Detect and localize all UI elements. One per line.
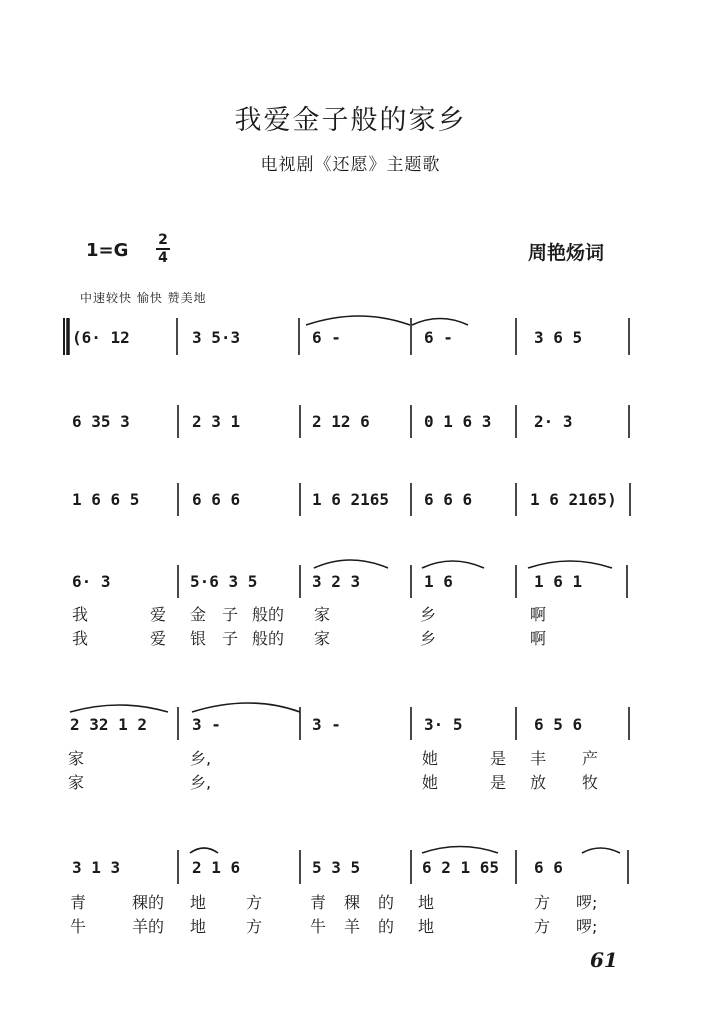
lyric-syllable: 般的 <box>252 605 285 624</box>
lyric-syllable: 青 <box>70 893 87 912</box>
system-2-measure-2: 2 3 1 <box>192 412 241 431</box>
system-1-measure-2: 3 5·3 <box>192 328 241 347</box>
system-6-measure-3: 5 3 5 <box>312 858 361 877</box>
lyric-syllable: 地 <box>418 917 435 936</box>
system-5-measure-2: 3 - <box>192 715 221 734</box>
lyric-syllable: 般的 <box>252 629 285 648</box>
system-3-measure-1: 1 6 6 5 <box>72 490 140 509</box>
lyric-syllable: 方 <box>534 893 551 912</box>
system-6-measure-4: 6 2 1 65 <box>422 858 500 877</box>
system-3-measure-3: 1 6 2165 <box>312 490 390 509</box>
lyric-syllable: 乡 <box>420 605 437 624</box>
system-6-measure-5: 6 6 <box>534 858 563 877</box>
lyric-syllable: 爱 <box>150 629 167 648</box>
lyric-syllable: 我 <box>72 629 89 648</box>
lyric-syllable: 家 <box>314 629 331 648</box>
system-2-measure-1: 6 35 3 <box>72 412 130 431</box>
lyric-syllable: 她 <box>422 773 439 792</box>
system-1-measure-1: (6· 12 <box>72 328 130 347</box>
lyric-syllable: 丰 <box>530 749 547 768</box>
system-5-measure-4: 3· 5 <box>424 715 463 734</box>
lyric-syllable: 青 <box>310 893 327 912</box>
lyric-syllable: 稞的 <box>132 893 165 912</box>
lyric-syllable: 爱 <box>150 605 167 624</box>
lyric-syllable: 是 <box>490 749 507 768</box>
system-2-measure-4: 0 1 6 3 <box>424 412 492 431</box>
system-6-measure-1: 3 1 3 <box>72 858 121 877</box>
lyric-syllable: 金 <box>190 605 207 624</box>
system-3-measure-4: 6 6 6 <box>424 490 473 509</box>
lyric-syllable: 乡 <box>420 629 437 648</box>
lyric-syllable: 家 <box>68 773 85 792</box>
lyric-syllable: 牧 <box>582 773 599 792</box>
lyric-syllable: 乡, <box>190 749 212 768</box>
key-signature: 1=G <box>86 240 129 261</box>
time-signature-top: 2 <box>158 232 168 248</box>
lyric-syllable: 产 <box>582 749 599 768</box>
system-3-measure-5: 1 6 2165) <box>530 490 617 509</box>
lyric-syllable: 方 <box>246 917 263 936</box>
lyric-syllable: 地 <box>190 893 207 912</box>
system-5-measure-3: 3 - <box>312 715 341 734</box>
lyric-syllable: 牛 <box>70 917 87 936</box>
song-title: 我爱金子般的家乡 <box>234 105 467 136</box>
lyric-syllable: 方 <box>534 917 551 936</box>
lyric-syllable: 她 <box>422 749 439 768</box>
lyric-syllable: 的 <box>378 917 395 936</box>
lyric-syllable: 羊 <box>344 917 361 936</box>
lyric-syllable: 啰; <box>576 893 598 912</box>
system-4-measure-3: 3 2 3 <box>312 572 361 591</box>
system-3-measure-2: 6 6 6 <box>192 490 241 509</box>
system-4-measure-2: 5·6 3 5 <box>190 572 258 591</box>
system-1-measure-4: 6 - <box>424 328 453 347</box>
lyric-syllable: 家 <box>68 749 85 768</box>
system-4-measure-1: 6· 3 <box>72 572 111 591</box>
lyric-syllable: 羊的 <box>132 917 165 936</box>
lyric-syllable: 地 <box>418 893 435 912</box>
song-subtitle: 电视剧《还愿》主题歌 <box>260 155 441 175</box>
system-5-measure-5: 6 5 6 <box>534 715 583 734</box>
system-2-measure-3: 2 12 6 <box>312 412 370 431</box>
lyric-syllable: 家 <box>314 605 331 624</box>
page-number: 61 <box>590 948 618 972</box>
lyric-syllable: 是 <box>490 773 507 792</box>
system-1-measure-5: 3 6 5 <box>534 328 583 347</box>
lyric-syllable: 放 <box>530 773 547 792</box>
lyricist-credit: 周艳炀词 <box>528 242 605 264</box>
lyric-syllable: 子 <box>222 629 239 648</box>
lyric-syllable: 方 <box>246 893 263 912</box>
lyric-syllable: 我 <box>72 605 89 624</box>
system-4-measure-4: 1 6 <box>424 572 453 591</box>
system-5-measure-1: 2 32 1 2 <box>70 715 148 734</box>
lyric-syllable: 啰; <box>576 917 598 936</box>
system-4-measure-5: 1 6 1 <box>534 572 583 591</box>
lyric-syllable: 牛 <box>310 917 327 936</box>
time-signature-bottom: 4 <box>158 250 168 266</box>
system-6-measure-2: 2 1 6 <box>192 858 241 877</box>
lyric-syllable: 银 <box>190 629 207 648</box>
lyric-syllable: 的 <box>378 893 395 912</box>
lyric-syllable: 啊 <box>530 605 547 624</box>
tempo-marking: 中速较快 愉快 赞美地 <box>80 291 207 305</box>
lyric-syllable: 子 <box>222 605 239 624</box>
lyric-syllable: 啊 <box>530 629 547 648</box>
lyric-syllable: 地 <box>190 917 207 936</box>
lyric-syllable: 稞 <box>344 893 361 912</box>
system-2-measure-5: 2· 3 <box>534 412 573 431</box>
system-1-measure-3: 6 - <box>312 328 341 347</box>
lyric-syllable: 乡, <box>190 773 212 792</box>
